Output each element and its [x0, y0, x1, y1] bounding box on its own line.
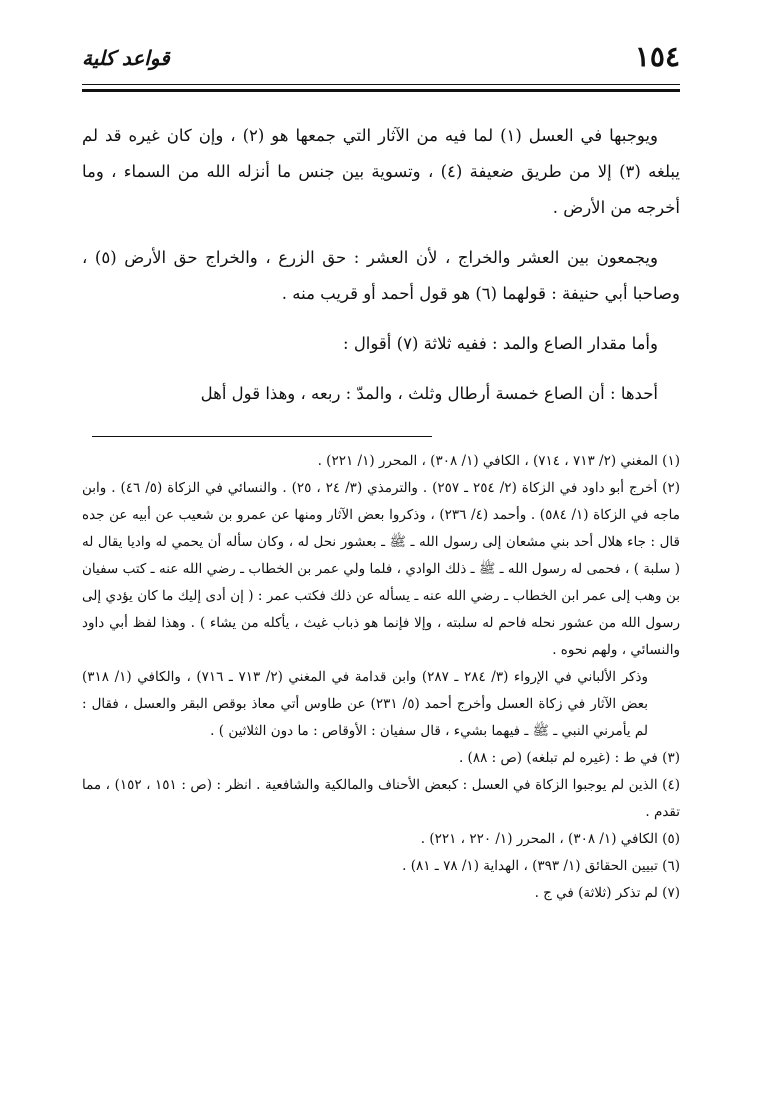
footnote-7: (٧) لم تذكر (ثلاثة) في ج . — [534, 885, 680, 901]
running-title: قواعد كلية — [82, 46, 170, 70]
paragraph: ويوجبها في العسل (١) لما فيه من الآثار التي جمعها هو (٢) ، وإن كان غيره قد لم يبلغه (٣) إلا من طريق ضعيفة (٤) ، وتسوية بين جنس ما أنزله الله من السماء ، وما أخرجه من الأرض . — [82, 126, 680, 217]
footnote-2: (٢) أخرج أبو داود في الزكاة (٢/ ٢٥٤ ـ ٢٥٧) . والترمذي (٣/ ٢٤ ، ٢٥) . والنسائي في الزكاة (٥/ ٤٦) . وابن ماجه في الزكاة (١/ ٥٨٤) . وأحمد (٤/ ٢٣٦) ، وذكروا بعض الآثار ومنها عن عمرو بن شعيب عن أبيه عن جده قال : جاء هلال أحد بني مشعان إلى رسول الله ـ ﷺ ـ بعشور نحل له ، وكان سأله أن يحمي له واديا يقال له ( سلبة ) ، فحمى له رسول الله ـ ﷺ ـ ذلك الوادي ، فلما ولي عمر بن الخطاب ـ رضي الله عنه ـ كتب سفيان بن وهب إلى عمر ابن الخطاب ـ رضي الله عنه ـ يسأله عن ذلك فكتب عمر : ( إن أدى إليك ما كان يؤدي إلى رسول الله من عشور نحله فاحم له سلبته ، وإلا فإنما هو ذباب غيث ، يأكله من يشاء ) . وهذا لفظ أبي داود والنسائي ، ولهم نحوه . — [82, 480, 680, 658]
page-header — [82, 36, 680, 92]
footnote-1: (١) المغني (٢/ ٧١٣ ، ٧١٤) ، الكافي (١/ ٣٠٨) ، المحرر (١/ ٢٢١) . — [317, 453, 680, 469]
footnote-4: (٤) الذين لم يوجبوا الزكاة في العسل : كبعض الأحناف والمالكية والشافعية . انظر : (ص : ١٥١ ، ١٥٢) ، مما تقدم . — [82, 777, 680, 820]
paragraph: أحدها : أن الصاع خمسة أرطال وثلث ، والمدّ : ربعه ، وهذا قول أهل — [200, 384, 658, 403]
header-rule-thick — [82, 89, 680, 92]
paragraph: وأما مقدار الصاع والمد : ففيه ثلاثة (٧) أقوال : — [343, 334, 658, 353]
page-number: ١٥٤ — [634, 40, 680, 73]
footnotes — [82, 448, 680, 907]
footnote-3: (٣) في ط : (غيره لم تبلغه) (ص : ٨٨) . — [458, 750, 680, 766]
main-text — [82, 118, 680, 426]
footnote-separator — [92, 436, 432, 437]
paragraph: ويجمعون بين العشر والخراج ، لأن العشر : حق الزرع ، والخراج حق الأرض (٥) ، وصاحبا أبي حنيفة : قولهما (٦) هو قول أحمد أو قريب منه . — [82, 248, 680, 303]
footnote-2-continued: وذكر الألباني في الإرواء (٣/ ٢٨٤ ـ ٢٨٧) وابن قدامة في المغني (٢/ ٧١٣ ـ ٧١٦) ، والكافي (١/ ٣١٨) بعض الآثار في زكاة العسل وأخرج أحمد (٥/ ٢٣١) عن طاوس أتي معاذ بوقص البقر والعسل ، فقال : لم يأمرني النبي ـ ﷺ ـ فيهما بشيء ، قال سفيان : الأوقاص : ما دون الثلاثين ) . — [82, 669, 649, 739]
footnote-6: (٦) تبيين الحقائق (١/ ٣٩٣) ، الهداية (١/ ٧٨ ـ ٨١) . — [402, 858, 680, 874]
header-rule-thin — [82, 84, 680, 85]
footnote-5: (٥) الكافي (١/ ٣٠٨) ، المحرر (١/ ٢٢٠ ، ٢٢١) . — [420, 831, 680, 847]
